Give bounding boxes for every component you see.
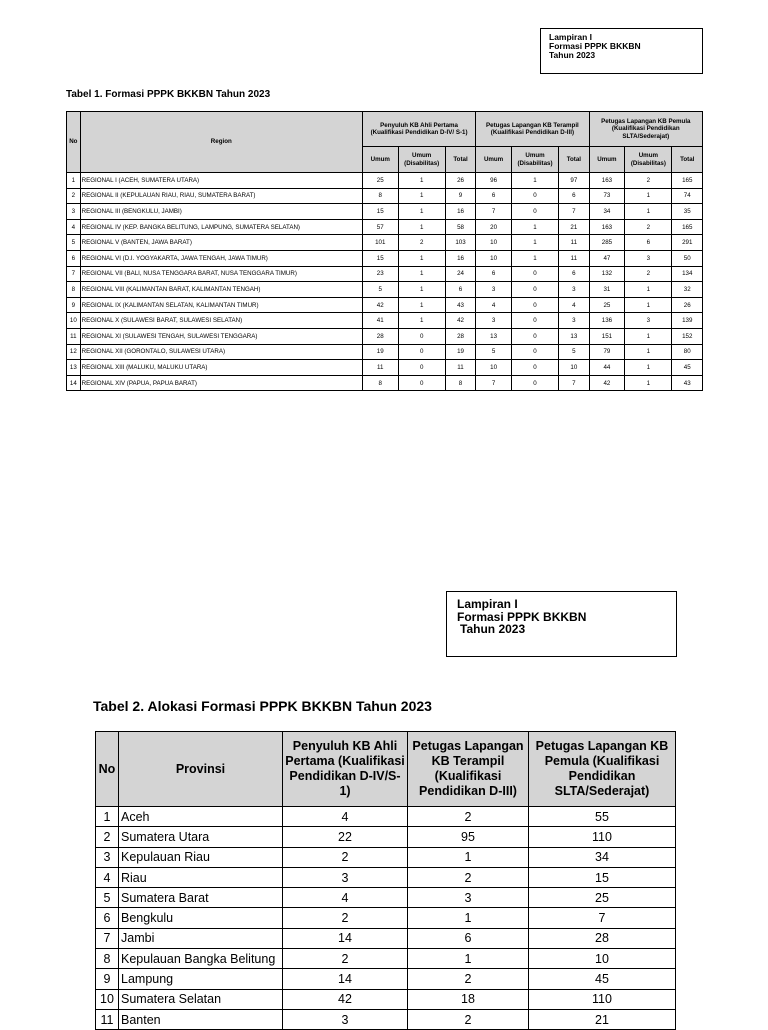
penyuluh-umum: 41	[362, 313, 398, 329]
terampil-count: 2	[408, 969, 529, 989]
pemula-disabilitas: 1	[625, 360, 672, 376]
penyuluh-disabilitas: 1	[398, 173, 445, 189]
row-number: 6	[96, 908, 119, 928]
pemula-total: 32	[672, 282, 703, 298]
header-group-terampil: Petugas Lapangan KB Terampil (Kualifikasi Pendidikan D-III)	[476, 112, 589, 147]
header-disabilitas: Umum (Disabilitas)	[625, 147, 672, 173]
pemula-umum: 151	[589, 328, 625, 344]
header-total: Total	[559, 147, 589, 173]
table-row	[67, 282, 703, 298]
terampil-disabilitas: 1	[511, 219, 558, 235]
penyuluh-disabilitas: 1	[398, 282, 445, 298]
header-group-pemula: Petugas Lapangan KB Pemula (Kualifikasi Pendidikan SLTA/Sederajat)	[589, 112, 702, 147]
pemula-umum: 34	[589, 204, 625, 220]
province-name: Sumatera Selatan	[119, 989, 283, 1009]
row-number: 5	[67, 235, 81, 251]
terampil-disabilitas: 0	[511, 360, 558, 376]
row-number: 10	[96, 989, 119, 1009]
penyuluh-total: 11	[445, 360, 475, 376]
terampil-disabilitas: 0	[511, 344, 558, 360]
table-row	[96, 807, 676, 827]
table-row	[96, 867, 676, 887]
pemula-umum: 73	[589, 188, 625, 204]
penyuluh-disabilitas: 1	[398, 188, 445, 204]
penyuluh-disabilitas: 1	[398, 204, 445, 220]
header-terampil: Petugas Lapangan KB Terampil (Kualifikasi Pendidikan D-III)	[408, 732, 529, 807]
table-row	[96, 989, 676, 1009]
table-row	[67, 344, 703, 360]
penyuluh-total: 43	[445, 297, 475, 313]
table2-title: Tabel 2. Alokasi Formasi PPPK BKKBN Tahun 2023	[93, 698, 432, 714]
pemula-total: 43	[672, 375, 703, 391]
terampil-count: 1	[408, 847, 529, 867]
terampil-disabilitas: 1	[511, 235, 558, 251]
pemula-disabilitas: 2	[625, 266, 672, 282]
pemula-umum: 44	[589, 360, 625, 376]
table-row	[96, 847, 676, 867]
penyuluh-count: 3	[283, 1009, 408, 1029]
terampil-count: 6	[408, 928, 529, 948]
pemula-total: 74	[672, 188, 703, 204]
header-total: Total	[672, 147, 703, 173]
table-row	[67, 250, 703, 266]
table-row	[96, 969, 676, 989]
attachment-label-line: Formasi PPPK BKKBN	[549, 40, 641, 51]
pemula-disabilitas: 3	[625, 250, 672, 266]
penyuluh-disabilitas: 0	[398, 344, 445, 360]
penyuluh-umum: 19	[362, 344, 398, 360]
region-name: REGIONAL III (BENGKULU, JAMBI)	[80, 204, 362, 220]
penyuluh-disabilitas: 0	[398, 328, 445, 344]
pemula-umum: 136	[589, 313, 625, 329]
attachment-label-line: Tahun 2023	[549, 49, 596, 60]
row-number: 1	[67, 173, 81, 189]
penyuluh-count: 14	[283, 969, 408, 989]
row-number: 9	[67, 297, 81, 313]
penyuluh-umum: 8	[362, 375, 398, 391]
penyuluh-count: 2	[283, 847, 408, 867]
terampil-umum: 3	[476, 313, 512, 329]
penyuluh-disabilitas: 0	[398, 360, 445, 376]
header-umum: Umum	[362, 147, 398, 173]
terampil-umum: 10	[476, 235, 512, 251]
pemula-total: 45	[672, 360, 703, 376]
row-number: 3	[96, 847, 119, 867]
pemula-disabilitas: 1	[625, 204, 672, 220]
terampil-count: 2	[408, 867, 529, 887]
terampil-disabilitas: 1	[511, 173, 558, 189]
region-name: REGIONAL IV (KEP. BANGKA BELITUNG, LAMPUNG, SUMATERA SELATAN)	[80, 219, 362, 235]
regional-formation-table	[66, 111, 703, 391]
row-number: 9	[96, 969, 119, 989]
header-no: No	[96, 732, 119, 807]
row-number: 12	[67, 344, 81, 360]
terampil-umum: 10	[476, 250, 512, 266]
table1-title: Tabel 1. Formasi PPPK BKKBN Tahun 2023	[66, 89, 271, 100]
province-name: Kepulauan Bangka Belitung	[119, 949, 283, 969]
terampil-total: 97	[559, 173, 589, 189]
terampil-disabilitas: 0	[511, 204, 558, 220]
terampil-disabilitas: 0	[511, 313, 558, 329]
terampil-count: 3	[408, 888, 529, 908]
terampil-umum: 7	[476, 375, 512, 391]
attachment-label-line: Tahun 2023	[460, 622, 526, 637]
pemula-disabilitas: 3	[625, 313, 672, 329]
terampil-total: 5	[559, 344, 589, 360]
pemula-umum: 285	[589, 235, 625, 251]
table-row	[67, 266, 703, 282]
terampil-disabilitas: 0	[511, 282, 558, 298]
region-name: REGIONAL VI (D.I. YOGYAKARTA, JAWA TENGAH, JAWA TIMUR)	[80, 250, 362, 266]
pemula-disabilitas: 1	[625, 188, 672, 204]
pemula-count: 7	[529, 908, 676, 928]
terampil-total: 13	[559, 328, 589, 344]
pemula-disabilitas: 2	[625, 219, 672, 235]
terampil-disabilitas: 0	[511, 266, 558, 282]
header-total: Total	[445, 147, 475, 173]
header-no: No	[67, 112, 81, 173]
pemula-count: 21	[529, 1009, 676, 1029]
row-number: 10	[67, 313, 81, 329]
pemula-disabilitas: 2	[625, 173, 672, 189]
penyuluh-disabilitas: 2	[398, 235, 445, 251]
table-row	[67, 313, 703, 329]
pemula-count: 28	[529, 928, 676, 948]
pemula-disabilitas: 1	[625, 282, 672, 298]
table-row	[96, 1009, 676, 1029]
terampil-umum: 4	[476, 297, 512, 313]
penyuluh-total: 42	[445, 313, 475, 329]
terampil-umum: 10	[476, 360, 512, 376]
table-row	[67, 360, 703, 376]
terampil-count: 2	[408, 807, 529, 827]
pemula-total: 134	[672, 266, 703, 282]
pemula-count: 110	[529, 989, 676, 1009]
row-number: 13	[67, 360, 81, 376]
penyuluh-umum: 25	[362, 173, 398, 189]
header-region: Region	[80, 112, 362, 173]
penyuluh-umum: 101	[362, 235, 398, 251]
terampil-disabilitas: 0	[511, 297, 558, 313]
region-name: REGIONAL XI (SULAWESI TENGAH, SULAWESI TENGGARA)	[80, 328, 362, 344]
pemula-total: 139	[672, 313, 703, 329]
attachment-label-line: Lampiran I	[457, 597, 518, 611]
header-disabilitas: Umum (Disabilitas)	[398, 147, 445, 173]
province-name: Kepulauan Riau	[119, 847, 283, 867]
pemula-umum: 163	[589, 219, 625, 235]
penyuluh-total: 16	[445, 250, 475, 266]
pemula-total: 35	[672, 204, 703, 220]
table-row	[96, 888, 676, 908]
region-name: REGIONAL II (KEPULAUAN RIAU, RIAU, SUMATERA BARAT)	[80, 188, 362, 204]
pemula-umum: 163	[589, 173, 625, 189]
pemula-count: 15	[529, 867, 676, 887]
terampil-total: 11	[559, 235, 589, 251]
table-row	[67, 235, 703, 251]
penyuluh-count: 4	[283, 888, 408, 908]
province-name: Jambi	[119, 928, 283, 948]
penyuluh-total: 16	[445, 204, 475, 220]
terampil-disabilitas: 0	[511, 188, 558, 204]
table-row	[67, 297, 703, 313]
pemula-count: 45	[529, 969, 676, 989]
penyuluh-count: 2	[283, 949, 408, 969]
pemula-umum: 132	[589, 266, 625, 282]
table-row	[96, 827, 676, 847]
pemula-count: 55	[529, 807, 676, 827]
row-number: 1	[96, 807, 119, 827]
pemula-total: 80	[672, 344, 703, 360]
terampil-umum: 96	[476, 173, 512, 189]
pemula-count: 25	[529, 888, 676, 908]
penyuluh-count: 4	[283, 807, 408, 827]
region-name: REGIONAL IX (KALIMANTAN SELATAN, KALIMANTAN TIMUR)	[80, 297, 362, 313]
pemula-disabilitas: 1	[625, 375, 672, 391]
attachment-label-box	[446, 591, 677, 657]
penyuluh-disabilitas: 1	[398, 266, 445, 282]
pemula-umum: 42	[589, 375, 625, 391]
terampil-total: 4	[559, 297, 589, 313]
terampil-umum: 5	[476, 344, 512, 360]
header-pemula: Petugas Lapangan KB Pemula (Kualifikasi Pendidikan SLTA/Sederajat)	[529, 732, 676, 807]
penyuluh-umum: 5	[362, 282, 398, 298]
penyuluh-umum: 15	[362, 204, 398, 220]
row-number: 11	[96, 1009, 119, 1029]
penyuluh-total: 6	[445, 282, 475, 298]
penyuluh-umum: 23	[362, 266, 398, 282]
row-number: 7	[96, 928, 119, 948]
attachment-label-line: Lampiran I	[549, 32, 592, 42]
penyuluh-total: 58	[445, 219, 475, 235]
penyuluh-umum: 8	[362, 188, 398, 204]
pemula-disabilitas: 1	[625, 344, 672, 360]
pemula-umum: 25	[589, 297, 625, 313]
penyuluh-total: 19	[445, 344, 475, 360]
table-row	[96, 949, 676, 969]
terampil-umum: 6	[476, 188, 512, 204]
penyuluh-total: 28	[445, 328, 475, 344]
header-provinsi: Provinsi	[119, 732, 283, 807]
penyuluh-total: 24	[445, 266, 475, 282]
table-row	[67, 173, 703, 189]
terampil-count: 95	[408, 827, 529, 847]
row-number: 11	[67, 328, 81, 344]
terampil-count: 18	[408, 989, 529, 1009]
penyuluh-umum: 15	[362, 250, 398, 266]
pemula-count: 34	[529, 847, 676, 867]
region-name: REGIONAL I (ACEH, SUMATERA UTARA)	[80, 173, 362, 189]
terampil-umum: 20	[476, 219, 512, 235]
terampil-count: 1	[408, 908, 529, 928]
pemula-umum: 31	[589, 282, 625, 298]
terampil-umum: 13	[476, 328, 512, 344]
table-row	[67, 375, 703, 391]
penyuluh-umum: 28	[362, 328, 398, 344]
pemula-disabilitas: 1	[625, 328, 672, 344]
attachment-label-line: Formasi PPPK BKKBN	[457, 609, 587, 624]
penyuluh-umum: 42	[362, 297, 398, 313]
header-penyuluh: Penyuluh KB Ahli Pertama (Kualifikasi Pendidikan D-IV/S-1)	[283, 732, 408, 807]
row-number: 4	[67, 219, 81, 235]
penyuluh-disabilitas: 1	[398, 313, 445, 329]
table-row	[96, 928, 676, 948]
row-number: 7	[67, 266, 81, 282]
row-number: 2	[96, 827, 119, 847]
penyuluh-disabilitas: 1	[398, 297, 445, 313]
province-name: Aceh	[119, 807, 283, 827]
header-umum: Umum	[589, 147, 625, 173]
pemula-total: 291	[672, 235, 703, 251]
row-number: 14	[67, 375, 81, 391]
penyuluh-count: 22	[283, 827, 408, 847]
table-row	[67, 204, 703, 220]
penyuluh-umum: 11	[362, 360, 398, 376]
table-row	[67, 219, 703, 235]
region-name: REGIONAL XII (GORONTALO, SULAWESI UTARA)	[80, 344, 362, 360]
penyuluh-count: 42	[283, 989, 408, 1009]
header-umum: Umum	[476, 147, 512, 173]
province-name: Banten	[119, 1009, 283, 1029]
terampil-total: 11	[559, 250, 589, 266]
province-name: Sumatera Barat	[119, 888, 283, 908]
penyuluh-disabilitas: 1	[398, 219, 445, 235]
penyuluh-umum: 57	[362, 219, 398, 235]
penyuluh-disabilitas: 1	[398, 250, 445, 266]
province-name: Riau	[119, 867, 283, 887]
terampil-total: 3	[559, 313, 589, 329]
pemula-total: 165	[672, 219, 703, 235]
pemula-count: 110	[529, 827, 676, 847]
header-disabilitas: Umum (Disabilitas)	[511, 147, 558, 173]
row-number: 6	[67, 250, 81, 266]
penyuluh-count: 3	[283, 867, 408, 887]
header-group-penyuluh: Penyuluh KB Ahli Pertama (Kualifikasi Pendidikan D-IV/ S-1)	[362, 112, 475, 147]
terampil-total: 6	[559, 188, 589, 204]
attachment-label-box	[540, 28, 703, 74]
terampil-disabilitas: 0	[511, 328, 558, 344]
terampil-total: 3	[559, 282, 589, 298]
table-row	[96, 908, 676, 928]
province-name: Sumatera Utara	[119, 827, 283, 847]
row-number: 4	[96, 867, 119, 887]
region-name: REGIONAL XIV (PAPUA, PAPUA BARAT)	[80, 375, 362, 391]
terampil-total: 10	[559, 360, 589, 376]
province-allocation-table	[95, 731, 676, 1030]
terampil-count: 2	[408, 1009, 529, 1029]
region-name: REGIONAL VII (BALI, NUSA TENGGARA BARAT, NUSA TENGGARA TIMUR)	[80, 266, 362, 282]
terampil-disabilitas: 1	[511, 250, 558, 266]
row-number: 8	[67, 282, 81, 298]
terampil-umum: 6	[476, 266, 512, 282]
region-name: REGIONAL VIII (KALIMANTAN BARAT, KALIMANTAN TENGAH)	[80, 282, 362, 298]
pemula-disabilitas: 1	[625, 297, 672, 313]
province-name: Lampung	[119, 969, 283, 989]
row-number: 5	[96, 888, 119, 908]
penyuluh-total: 26	[445, 173, 475, 189]
pemula-total: 165	[672, 173, 703, 189]
penyuluh-count: 2	[283, 908, 408, 928]
pemula-umum: 47	[589, 250, 625, 266]
pemula-total: 50	[672, 250, 703, 266]
pemula-disabilitas: 6	[625, 235, 672, 251]
terampil-total: 7	[559, 204, 589, 220]
region-name: REGIONAL V (BANTEN, JAWA BARAT)	[80, 235, 362, 251]
pemula-total: 152	[672, 328, 703, 344]
penyuluh-count: 14	[283, 928, 408, 948]
terampil-umum: 7	[476, 204, 512, 220]
row-number: 2	[67, 188, 81, 204]
row-number: 8	[96, 949, 119, 969]
region-name: REGIONAL X (SULAWESI BARAT, SULAWESI SELATAN)	[80, 313, 362, 329]
terampil-disabilitas: 0	[511, 375, 558, 391]
terampil-total: 7	[559, 375, 589, 391]
region-name: REGIONAL XIII (MALUKU, MALUKU UTARA)	[80, 360, 362, 376]
pemula-count: 10	[529, 949, 676, 969]
pemula-umum: 79	[589, 344, 625, 360]
penyuluh-disabilitas: 0	[398, 375, 445, 391]
pemula-total: 26	[672, 297, 703, 313]
row-number: 3	[67, 204, 81, 220]
terampil-total: 21	[559, 219, 589, 235]
penyuluh-total: 8	[445, 375, 475, 391]
table-row	[67, 188, 703, 204]
table-row	[67, 328, 703, 344]
terampil-umum: 3	[476, 282, 512, 298]
penyuluh-total: 9	[445, 188, 475, 204]
terampil-total: 6	[559, 266, 589, 282]
terampil-count: 1	[408, 949, 529, 969]
province-name: Bengkulu	[119, 908, 283, 928]
penyuluh-total: 103	[445, 235, 475, 251]
